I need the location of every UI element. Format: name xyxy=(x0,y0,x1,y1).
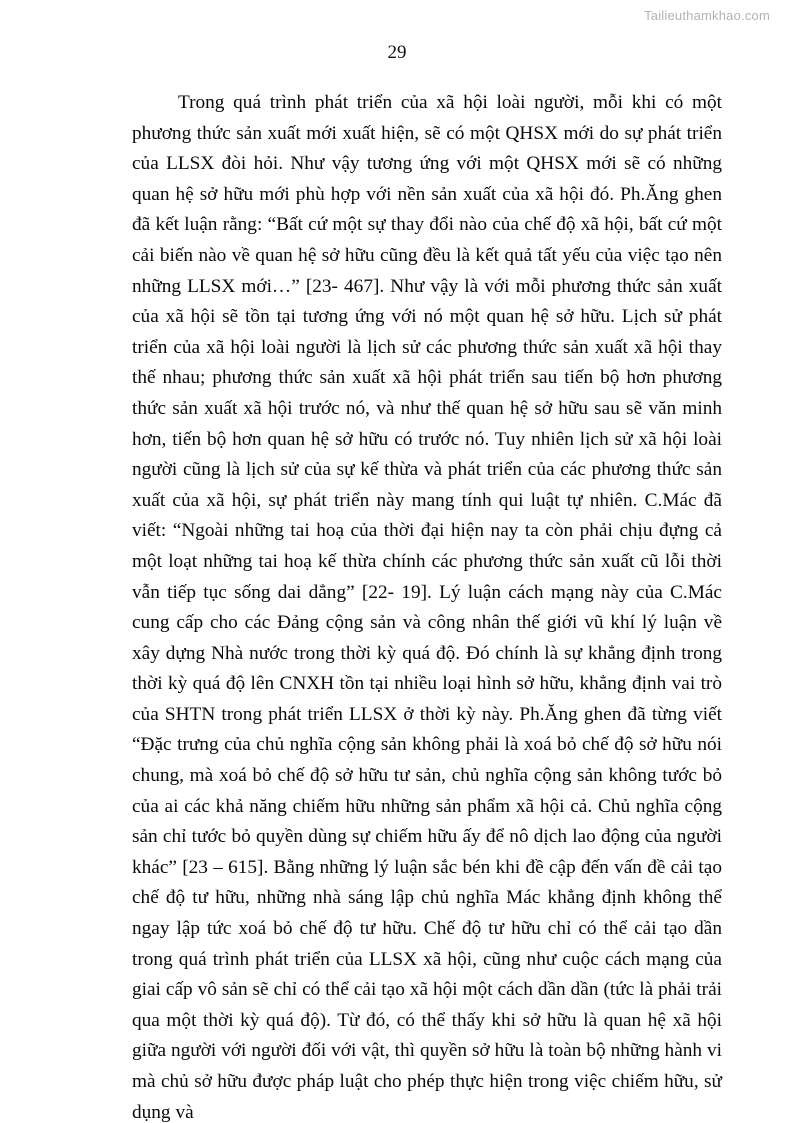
page-number: 29 xyxy=(387,42,407,63)
paragraph: Trong quá trình phát triển của xã hội loài người, mỗi khi có một phương thức sản xuất mới xuất hiện, sẽ có một QHSX mới do sự phát triển của LLSX đòi hỏi. Như vậy tương ứng với một QHSX mới sẽ có những quan hệ sở hữu mới phù hợp với nền sản xuất của xã hội đó. Ph.Ăng ghen đã kết luận rằng: “Bất cứ một sự thay đổi nào của chế độ xã hội, bất cứ một cải biến nào về quan hệ sở hữu cũng đều là kết quả tất yếu của việc tạo nên những LLSX mới…” [23- 467]. Như vậy là với mỗi phương thức sản xuất của xã hội sẽ tồn tại tương ứng với nó một quan hệ sở hữu. Lịch sử phát triển của xã hội loài người là lịch sử các phương thức sản xuất xã hội thay thế nhau; phương thức sản xuất xã hội phát triển sau tiến bộ hơn phương thức sản xuất xã hội trước nó, và như thế quan hệ sở hữu sau sẽ văn minh hơn, tiến bộ hơn quan hệ sở hữu có trước nó. Tuy nhiên lịch sử xã hội loài người cũng là lịch sử của sự kế thừa và phát triển của các phương thức sản xuất của xã hội, sự phát triển này mang tính qui luật tự nhiên. C.Mác đã viết: “Ngoài những tai hoạ của thời đại hiện nay ta còn phải chịu đựng cả một loạt những tai hoạ kế thừa chính các phương thức sản xuất cũ lỗi thời vẫn tiếp tục sống dai dẳng” [22- 19]. Lý luận cách mạng này của C.Mác cung cấp cho các Đảng cộng sản và công nhân thế giới vũ khí lý luận về xây dựng Nhà nước trong thời kỳ quá độ. Đó chính là sự khẳng định trong thời kỳ quá độ lên CNXH tồn tại nhiều loại hình sở hữu, khẳng định vai trò của SHTN trong phát triển LLSX ở thời kỳ này. Ph.Ăng ghen đã từng viết “Đặc trưng của chủ nghĩa cộng sản không phải là xoá bỏ chế độ sở hữu nói chung, mà xoá bỏ chế độ sở hữu tư sản, chủ nghĩa cộng sản không tước bỏ của ai các khả năng chiếm hữu những sản phẩm xã hội cả. Chủ nghĩa cộng sản chỉ tước bỏ quyền dùng sự chiếm hữu ấy để nô dịch lao động của người khác” [23 – 615]. Bằng những lý luận sắc bén khi đề cập đến vấn đề cải tạo chế độ tư hữu, những nhà sáng lập chủ nghĩa Mác khẳng định không thể ngay lập tức xoá bỏ chế độ tư hữu. Chế độ tư hữu chỉ có thể cải tạo dần trong quá trình phát triển của LLSX xã hội, cũng như cuộc cách mạng của giai cấp vô sản sẽ chỉ có thể cải tạo xã hội một cách dần dần (tức là phải trải qua một thời kỳ quá độ). Từ đó, có thể thấy khi sở hữu là quan hệ xã hội giữa người với người đối với vật, thì quyền sở hữu là toàn bộ những hành vi mà chủ sở hữu được pháp luật cho phép thực hiện trong việc chiếm hữu, sử dụng và xyxy=(132,92,722,1123)
body-text-block xyxy=(132,88,722,1123)
watermark-text: Tailieuthamkhao.com xyxy=(644,8,770,23)
